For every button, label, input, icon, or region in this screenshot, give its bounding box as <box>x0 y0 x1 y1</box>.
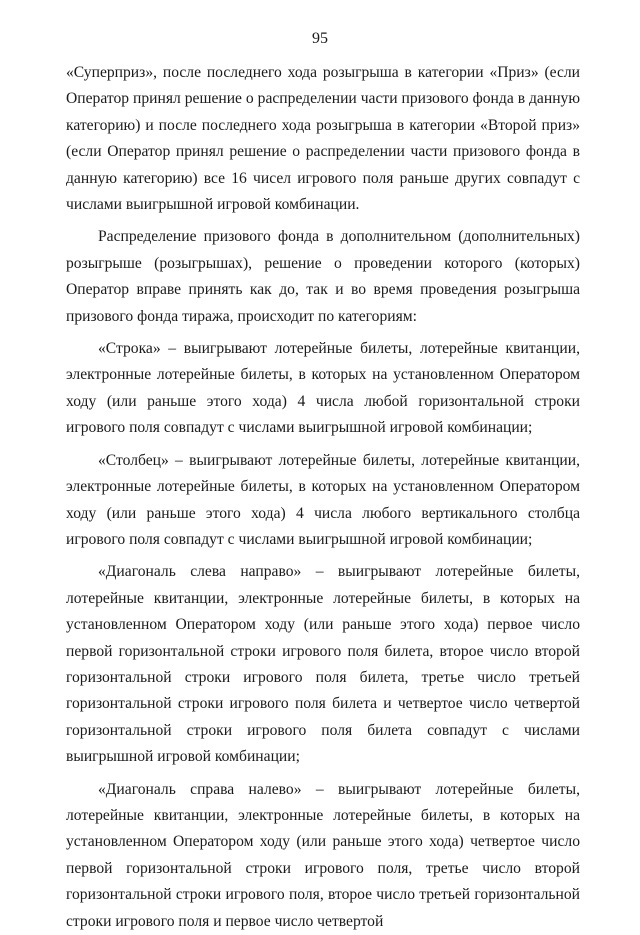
page-number: 95 <box>312 30 328 47</box>
paragraph-category-row: «Строка» – выигрывают лотерейные билеты, лотерейные квитанции, электронные лотерейные билеты, в которых на установленном Оператором ходу (или раньше этого хода) 4 числа любой горизонтальной строки игрового поля совпадут с числами выигрышной игровой комбинации; <box>66 340 580 437</box>
paragraph-category-diagonal-right-left: «Диагональ справа налево» – выигрывают лотерейные билеты, лотерейные квитанции, электронные лотерейные билеты, в которых на установленном Оператором ходу (или раньше этого хода) четвертое число первой горизонтальной строки игрового поля, третье число второй горизонтальной строки игрового поля, второе число третьей горизонтальной строки игрового поля и первое число четвертой <box>66 780 580 930</box>
document-body <box>66 60 580 935</box>
paragraph-category-diagonal-left-right: «Диагональ слева направо» – выигрывают лотерейные билеты, лотерейные квитанции, электронные лотерейные билеты, в которых на установленном Оператором ходу (или раньше этого хода) первое число первой горизонтальной строки игрового поля билета, второе число второй горизонтальной строки игрового поля билета, третье число третьей горизонтальной строки игрового поля билета и четвертое число четвертой горизонтальной строки игрового поля билета совпадут с числами выигрышной игровой комбинации; <box>66 563 580 766</box>
paragraph-category-column: «Столбец» – выигрывают лотерейные билеты, лотерейные квитанции, электронные лотерейные билеты, в которых на установленном Оператором ходу (или раньше этого хода) 4 числа любого вертикального столбца игрового поля совпадут с числами выигрышной игровой комбинации; <box>66 451 580 548</box>
paragraph-additional-draw-categories: Распределение призового фонда в дополнительном (дополнительных) розыгрыше (розыгрышах), решение о проведении которого (которых) Оператор вправе принять как до, так и во время проведения розыгрыша призового фонда тиража, происходит по категориям: <box>66 228 580 325</box>
paragraph-superprize-condition: «Суперприз», после последнего хода розыгрыша в категории «Приз» (если Оператор принял решение о распределении части призового фонда в данную категорию) и после последнего хода розыгрыша в категории «Второй приз» (если Оператор принял решение о распределении части призового фонда в данную категорию) все 16 чисел игрового поля раньше других совпадут с числами выигрышной игровой комбинации. <box>66 64 580 214</box>
